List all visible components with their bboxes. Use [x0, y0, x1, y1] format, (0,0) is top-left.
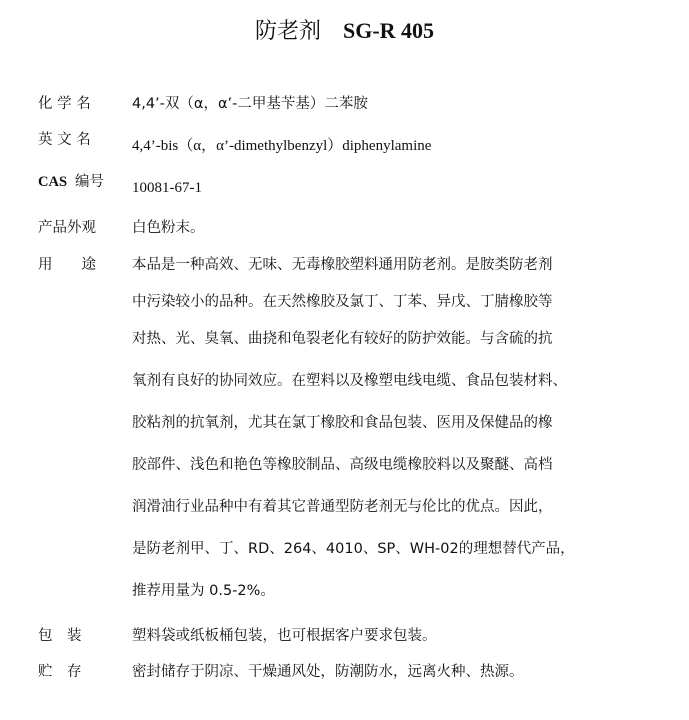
english-name-value: 4,4’-bis（α，α’-dimethylbenzyl）diphenylamine — [132, 138, 432, 154]
storage-label: 贮 存 — [38, 664, 82, 680]
usage-line: 中污染较小的品种。在天然橡胶及氯丁、丁苯、异戊、丁腈橡胶等 — [132, 294, 553, 310]
packaging-value: 塑料袋或纸板桶包装，也可根据客户要求包装。 — [132, 628, 437, 644]
usage-line: 胶粘剂的抗氧剂，尤其在氯丁橡胶和食品包装、医用及保健品的橡 — [132, 415, 553, 431]
chem-name-value: 4,4’-双（α，α’-二甲基苄基）二苯胺 — [132, 96, 368, 112]
storage-value: 密封储存于阴凉、干燥通风处，防潮防水，远离火种、热源。 — [132, 664, 524, 680]
usage-line: 对热、光、臭氧、曲挠和龟裂老化有较好的防护效能。与含硫的抗 — [132, 331, 553, 347]
english-name-label: 英 文 名 — [38, 132, 91, 148]
cas-label-suffix: 编号 — [75, 174, 105, 190]
usage-line: 胶部件、浅色和艳色等橡胶制品、高级电缆橡胶料以及聚醚、高档 — [132, 457, 553, 473]
usage-line: 推荐用量为 0.5-2%。 — [132, 583, 275, 599]
cas-label-prefix: CAS — [38, 174, 68, 190]
document-title — [0, 16, 689, 47]
cas-value: 10081-67-1 — [132, 180, 202, 196]
title-product-code: SG-R 405 — [342, 18, 435, 43]
usage-line: 氧剂有良好的协同效应。在塑料以及橡塑电线电缆、食品包装材料、 — [132, 373, 567, 389]
usage-line: 润滑油行业品种中有着其它普通型防老剂无与伦比的优点。因此， — [132, 499, 553, 515]
appearance-value: 白色粉末。 — [132, 220, 205, 236]
usage-label: 用 途 — [38, 257, 96, 273]
usage-line: 是防老剂甲、丁、RD、264、4010、SP、WH-02的理想替代产品， — [132, 541, 575, 557]
cas-label — [38, 172, 124, 192]
chem-name-label: 化 学 名 — [38, 96, 91, 112]
usage-line: 本品是一种高效、无味、无毒橡胶塑料通用防老剂。是胺类防老剂 — [132, 257, 553, 273]
packaging-label: 包 装 — [38, 628, 82, 644]
title-product-name: 防老剂 — [254, 19, 321, 44]
appearance-label: 产品外观 — [38, 220, 96, 236]
